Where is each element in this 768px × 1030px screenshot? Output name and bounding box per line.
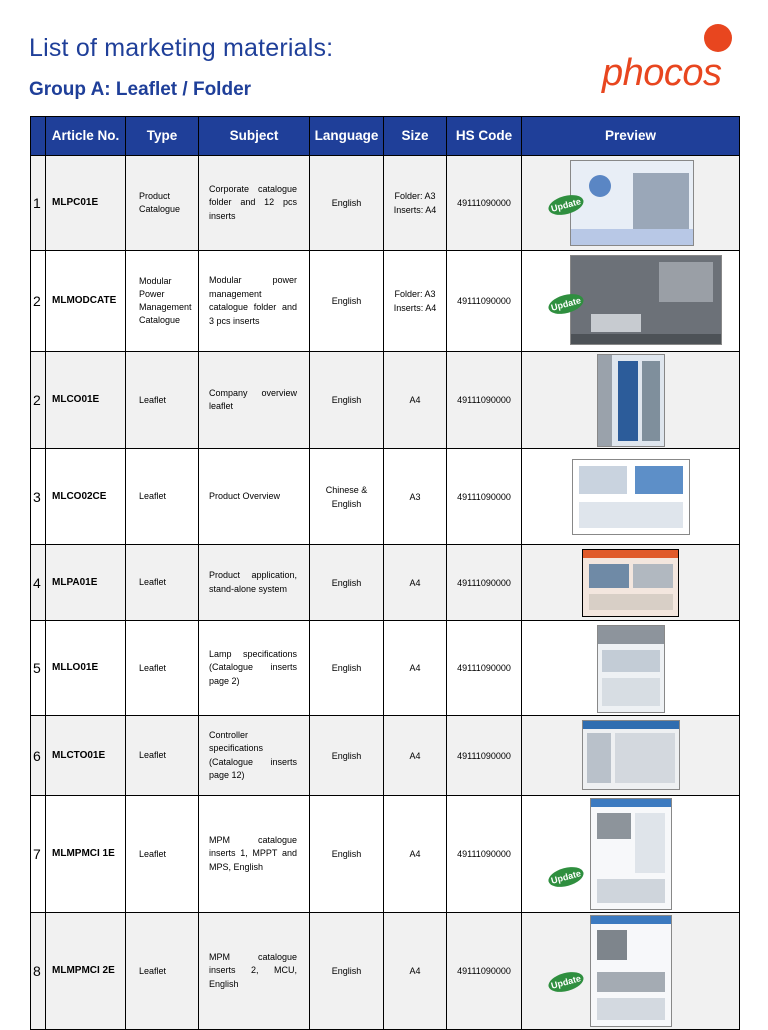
- preview-thumbnail: [582, 720, 680, 790]
- preview-cell: [522, 913, 740, 1030]
- material-type: Leaflet: [126, 913, 199, 1030]
- preview-cell: [522, 251, 740, 352]
- material-subject: MPM catalogue inserts 1, MPPT and MPS, English: [199, 796, 310, 913]
- row-number: 6: [31, 716, 46, 796]
- logo-wordmark: phocos: [602, 52, 722, 94]
- page-title: List of marketing materials:: [29, 34, 334, 62]
- logo-dot-icon: [704, 24, 732, 52]
- table-row: [31, 545, 740, 621]
- article-number: MLMPMCI 1E: [46, 796, 126, 913]
- material-size: A4: [384, 621, 447, 716]
- preview-thumbnail: [582, 549, 679, 617]
- row-number: 8: [31, 913, 46, 1030]
- article-number: MLCTO01E: [46, 716, 126, 796]
- material-language: English: [310, 621, 384, 716]
- material-subject: Product application, stand-alone system: [199, 545, 310, 621]
- article-number: MLCO02CE: [46, 449, 126, 545]
- material-size: A4: [384, 352, 447, 449]
- material-type: Leaflet: [126, 716, 199, 796]
- row-number: 2: [31, 352, 46, 449]
- hs-code: 49111090000: [447, 251, 522, 352]
- material-language: English: [310, 716, 384, 796]
- row-number: 2: [31, 251, 46, 352]
- material-type: Leaflet: [126, 621, 199, 716]
- preview-thumbnail: [570, 160, 694, 246]
- table-row: [31, 716, 740, 796]
- material-size: A4: [384, 796, 447, 913]
- column-header-subject: Subject: [199, 117, 310, 156]
- material-language: English: [310, 545, 384, 621]
- table-row: [31, 156, 740, 251]
- material-subject: Company overview leaflet: [199, 352, 310, 449]
- material-size: A4: [384, 913, 447, 1030]
- column-header-preview: Preview: [522, 117, 740, 156]
- hs-code: 49111090000: [447, 913, 522, 1030]
- update-badge: Update: [546, 291, 585, 318]
- hs-code: 49111090000: [447, 352, 522, 449]
- preview-cell: [522, 156, 740, 251]
- materials-table: [30, 116, 740, 1030]
- preview-cell: [522, 716, 740, 796]
- column-header-article: Article No.: [46, 117, 126, 156]
- column-header-hs-code: HS Code: [447, 117, 522, 156]
- article-number: MLPC01E: [46, 156, 126, 251]
- material-size: A4: [384, 545, 447, 621]
- row-number: 4: [31, 545, 46, 621]
- preview-thumbnail: [590, 915, 672, 1027]
- row-number: 3: [31, 449, 46, 545]
- hs-code: 49111090000: [447, 716, 522, 796]
- material-language: Chinese & English: [310, 449, 384, 545]
- material-size: A3: [384, 449, 447, 545]
- material-language: English: [310, 251, 384, 352]
- hs-code: 49111090000: [447, 449, 522, 545]
- hs-code: 49111090000: [447, 621, 522, 716]
- hs-code: 49111090000: [447, 545, 522, 621]
- material-subject: Controller specifications (Catalogue inserts page 12): [199, 716, 310, 796]
- material-subject: Lamp specifications (Catalogue inserts page 2): [199, 621, 310, 716]
- row-number: 1: [31, 156, 46, 251]
- material-type: Modular Power Management Catalogue: [126, 251, 199, 352]
- page-subtitle: Group A: Leaflet / Folder: [29, 79, 252, 100]
- hs-code: 49111090000: [447, 156, 522, 251]
- preview-thumbnail: [597, 625, 665, 713]
- table-header-row: [31, 117, 740, 156]
- material-size: Folder: A3 Inserts: A4: [384, 156, 447, 251]
- preview-thumbnail: [597, 354, 665, 447]
- article-number: MLLO01E: [46, 621, 126, 716]
- preview-thumbnail: [572, 459, 690, 535]
- column-header-size: Size: [384, 117, 447, 156]
- table-row: [31, 449, 740, 545]
- table-row: [31, 796, 740, 913]
- material-subject: Product Overview: [199, 449, 310, 545]
- material-size: A4: [384, 716, 447, 796]
- update-badge: Update: [546, 864, 585, 891]
- material-subject: MPM catalogue inserts 2, MCU, English: [199, 913, 310, 1030]
- preview-cell: [522, 545, 740, 621]
- material-type: Leaflet: [126, 796, 199, 913]
- preview-thumbnail: [570, 255, 722, 345]
- material-subject: Corporate catalogue folder and 12 pcs inserts: [199, 156, 310, 251]
- column-header-number: [31, 117, 46, 156]
- material-language: English: [310, 796, 384, 913]
- row-number: 7: [31, 796, 46, 913]
- material-language: English: [310, 352, 384, 449]
- material-size: Folder: A3 Inserts: A4: [384, 251, 447, 352]
- material-type: Leaflet: [126, 449, 199, 545]
- table-row: [31, 251, 740, 352]
- preview-thumbnail: [590, 798, 672, 910]
- phocos-logo: [600, 22, 740, 102]
- table-row: [31, 621, 740, 716]
- row-number: 5: [31, 621, 46, 716]
- table-row: [31, 352, 740, 449]
- material-type: Product Catalogue: [126, 156, 199, 251]
- material-language: English: [310, 156, 384, 251]
- article-number: MLMPMCI 2E: [46, 913, 126, 1030]
- article-number: MLPA01E: [46, 545, 126, 621]
- article-number: MLMODCATE: [46, 251, 126, 352]
- column-header-type: Type: [126, 117, 199, 156]
- material-subject: Modular power management catalogue folder and 3 pcs inserts: [199, 251, 310, 352]
- preview-cell: [522, 352, 740, 449]
- material-type: Leaflet: [126, 352, 199, 449]
- preview-cell: [522, 449, 740, 545]
- column-header-language: Language: [310, 117, 384, 156]
- article-number: MLCO01E: [46, 352, 126, 449]
- material-type: Leaflet: [126, 545, 199, 621]
- preview-cell: [522, 621, 740, 716]
- preview-cell: [522, 796, 740, 913]
- material-language: English: [310, 913, 384, 1030]
- table-row: [31, 913, 740, 1030]
- update-badge: Update: [546, 192, 585, 219]
- hs-code: 49111090000: [447, 796, 522, 913]
- update-badge: Update: [546, 969, 585, 996]
